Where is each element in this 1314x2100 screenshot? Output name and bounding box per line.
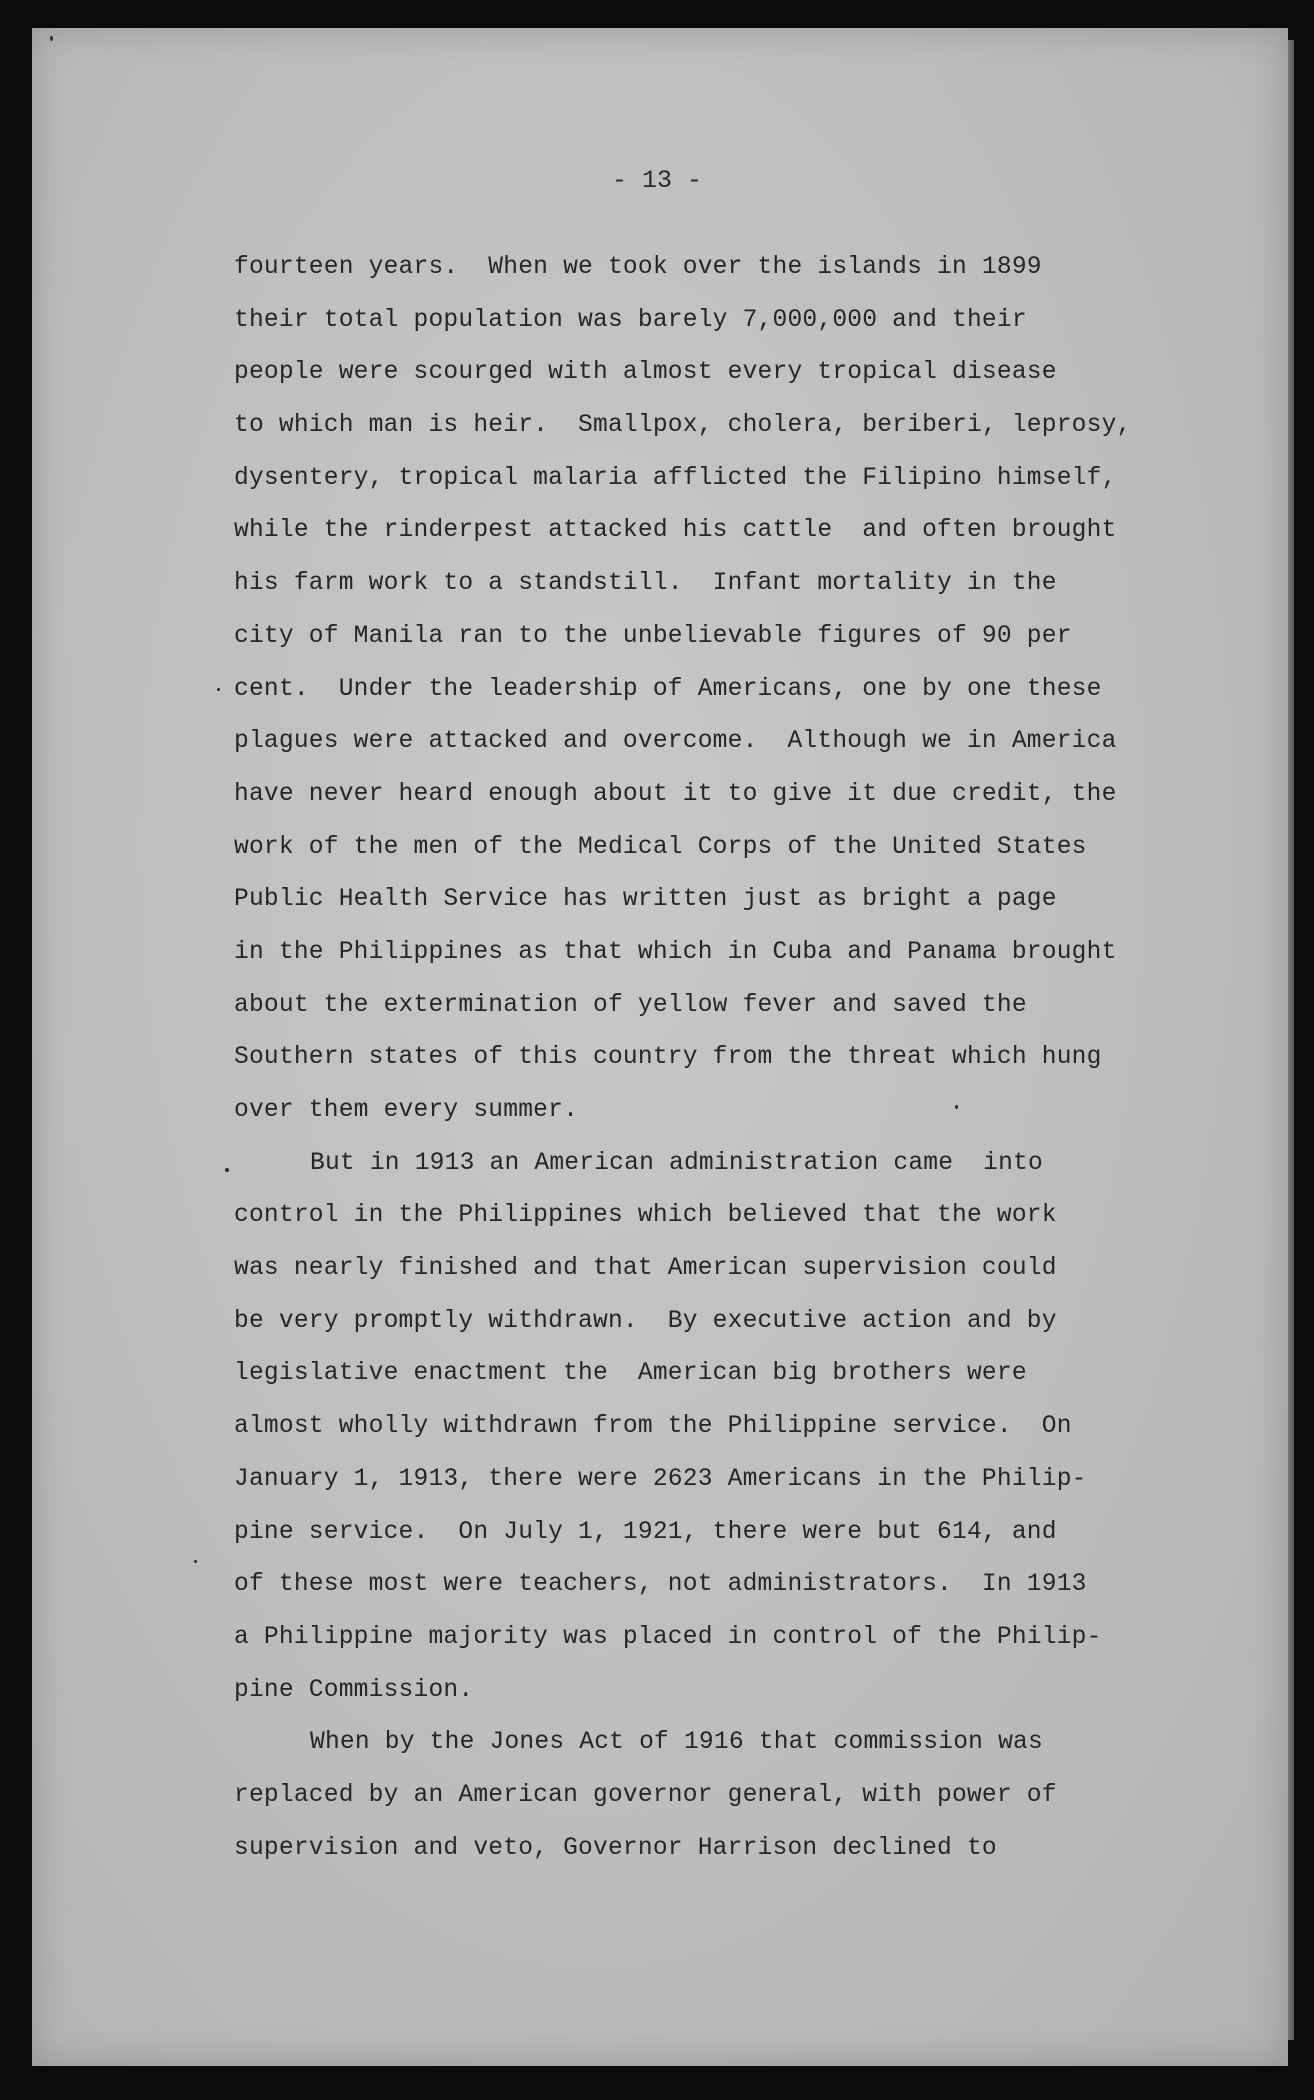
text-line: about the extermination of yellow fever and saved the: [234, 991, 1027, 1019]
text-line: fourteen years. When we took over the islands in 1899: [234, 254, 1042, 281]
text-line: to which man is heir. Smallpox, cholera, beriberi, leprosy,: [234, 412, 1132, 440]
text-line: their total population was barely 7,000,000 and their: [234, 306, 1027, 334]
text-line: supervision and veto, Governor Harrison declined to: [234, 1834, 997, 1862]
text-line: be very promptly withdrawn. By executive action and by: [234, 1307, 1057, 1335]
text-line: people were scourged with almost every tropical disease: [234, 359, 1057, 387]
text-line: January 1, 1913, there were 2623 Americans in the Philip-: [234, 1465, 1087, 1493]
text-line: Southern states of this country from the threat which hung: [234, 1044, 1102, 1072]
text-line: pine service. On July 1, 1921, there were but 614, and: [234, 1518, 1057, 1546]
paper-speck: [50, 36, 53, 41]
text-line: city of Manila ran to the unbelievable figures of 90 per: [234, 622, 1072, 650]
paragraph-start-line: When by the Jones Act of 1916 that commission was: [310, 1729, 1043, 1757]
paper-speck: [194, 1560, 197, 1563]
paragraph-start-line: But in 1913 an American administration came into: [310, 1149, 1043, 1177]
text-line: have never heard enough about it to give it due credit, the: [234, 780, 1117, 808]
page-number: - 13 -: [611, 166, 702, 195]
text-line: in the Philippines as that which in Cuba and Panama brought: [234, 938, 1117, 966]
text-line: control in the Philippines which believed that the work: [234, 1202, 1057, 1230]
text-line: Public Health Service has written just as bright a page: [234, 886, 1057, 914]
text-line: was nearly finished and that American supervision could: [234, 1255, 1057, 1283]
text-line: a Philippine majority was placed in control of the Philip-: [234, 1623, 1102, 1651]
paper-speck: [955, 1105, 958, 1109]
paper-speck: [225, 1168, 229, 1172]
text-line: dysentery, tropical malaria afflicted the Filipino himself,: [234, 464, 1117, 492]
text-line: over them every summer.: [234, 1097, 579, 1124]
text-line: plagues were attacked and overcome. Although we in America: [234, 728, 1117, 756]
text-line: his farm work to a standstill. Infant mortality in the: [234, 570, 1057, 598]
text-line: while the rinderpest attacked his cattle and often brought: [234, 517, 1117, 545]
paper-speck: [217, 688, 220, 691]
text-line: legislative enactment the American big brothers were: [234, 1360, 1027, 1388]
body-text: [234, 242, 1194, 1875]
text-line: pine Commission.: [234, 1676, 474, 1704]
text-line: replaced by an American governor general, with power of: [234, 1781, 1057, 1809]
text-line: of these most were teachers, not administrators. In 1913: [234, 1571, 1087, 1599]
text-line: almost wholly withdrawn from the Philippine service. On: [234, 1413, 1072, 1441]
text-line: cent. Under the leadership of Americans, one by one these: [234, 675, 1102, 703]
text-line: work of the men of the Medical Corps of the United States: [234, 833, 1087, 861]
